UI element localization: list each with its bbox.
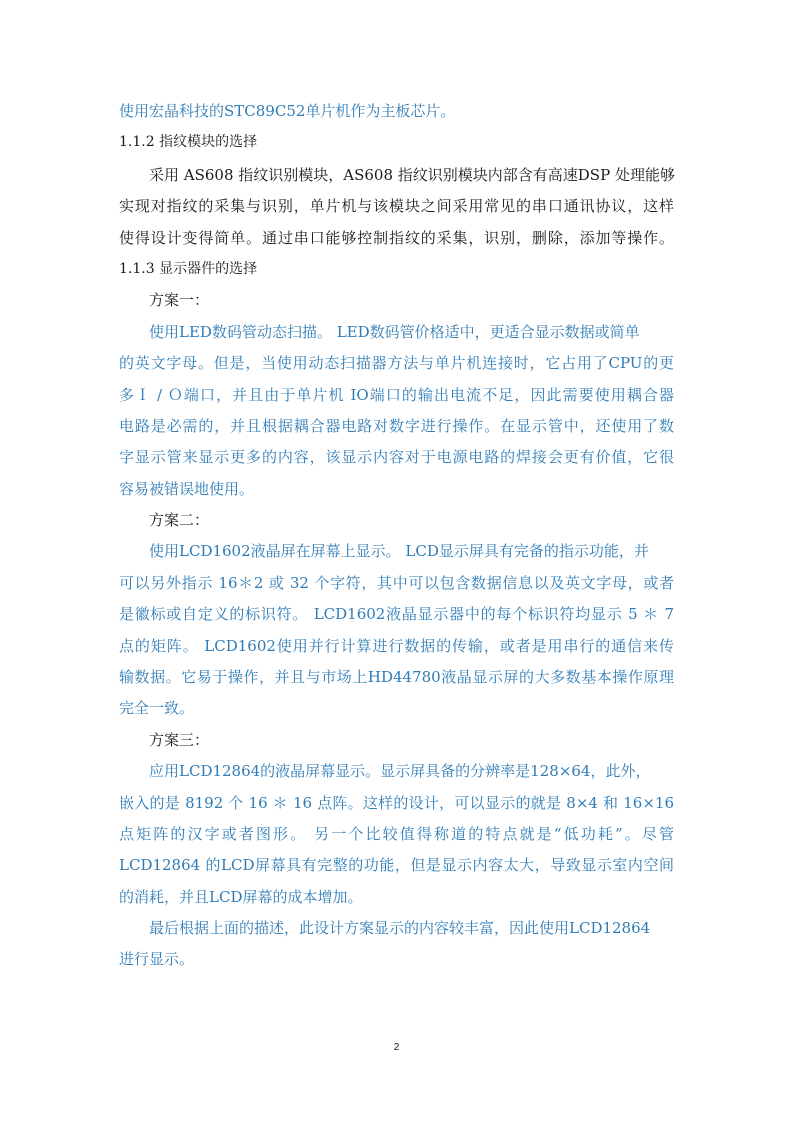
paragraph-line: 使得设计变得简单。通过串口能够控制指纹的采集，识别，删除，添加等操作。 (119, 229, 674, 247)
conclusion-line: 最后根据上面的描述，此设计方案显示的内容较丰富，因此使用LCD12864 (149, 919, 651, 937)
paragraph-line: 电路是必需的，并且根据耦合器电路对数字进行操作。在显示管中，还使用了数 (119, 417, 674, 435)
paragraph-line: 点的矩阵。 LCD1602使用并行计算进行数据的传输，或者是用串行的通信来传 (119, 637, 674, 655)
paragraph-line: 完全一致。 (119, 699, 195, 717)
conclusion-line: 进行显示。 (119, 950, 195, 968)
page-number: 2 (393, 1042, 400, 1053)
paragraph-line: 应用LCD12864的液晶屏幕显示。显示屏具备的分辨率是128×64，此外， (149, 762, 651, 780)
paragraph-line: 的消耗，并且LCD屏幕的成本增加。 (119, 888, 363, 906)
paragraph-line: 点矩阵的汉字或者图形。 另一个比较值得称道的特点就是“低功耗”。尽管 (119, 825, 674, 843)
paragraph-line: 多Ｉ / Ｏ端口，并且由于单片机 IO端口的输出电流不足，因此需要使用耦合器 (119, 386, 674, 404)
paragraph-line: 输数据。它易于操作，并且与市场上HD44780液晶显示屏的大多数基本操作原理 (119, 668, 674, 686)
paragraph-line: 嵌入的是 8192 个 16 ＊ 16 点阵。这样的设计，可以显示的就是 8×4 和 16×16 (119, 794, 674, 812)
plan-two-title: 方案二： (149, 511, 210, 529)
paragraph-line: 使用LCD1602液晶屏在屏幕上显示。 LCD显示屏具有完备的指示功能，并 (149, 542, 649, 560)
paragraph-line: 是徽标或自定义的标识符。 LCD1602液晶显示器中的每个标识符均显示 5 ＊ 7 (119, 605, 674, 623)
paragraph-line: 使用LED数码管动态扫描。 LED数码管价格适中，更适合显示数据或简单 (149, 323, 640, 341)
paragraph-line: 采用 AS608 指纹识别模块，AS608 指纹识别模块内部含有高速DSP 处理能够 (149, 166, 675, 184)
plan-three-title: 方案三： (149, 731, 210, 749)
intro-line: 使用宏晶科技的STC89C52单片机作为主板芯片。 (119, 102, 456, 120)
paragraph-line: 字显示管来显示更多的内容，该显示内容对于电源电路的焊接会更有价值，它很 (119, 448, 674, 466)
paragraph-line: 的英文字母。但是，当使用动态扫描器方法与单片机连接时，它占用了CPU的更 (119, 354, 674, 372)
heading-display-device: 1.1.3 显示器件的选择 (119, 261, 258, 277)
paragraph-line: LCD12864 的LCD屏幕具有完整的功能，但是显示内容太大，导致显示室内空间 (119, 856, 674, 874)
heading-fingerprint-module: 1.1.2 指纹模块的选择 (119, 134, 258, 150)
paragraph-line: 容易被错误地使用。 (119, 480, 255, 498)
plan-one-title: 方案一： (149, 291, 210, 309)
paragraph-line: 实现对指纹的采集与识别，单片机与该模块之间采用常见的串口通讯协议，这样 (119, 197, 674, 215)
paragraph-line: 可以另外指示 16＊2 或 32 个字符，其中可以包含数据信息以及英文字母，或者 (119, 574, 674, 592)
